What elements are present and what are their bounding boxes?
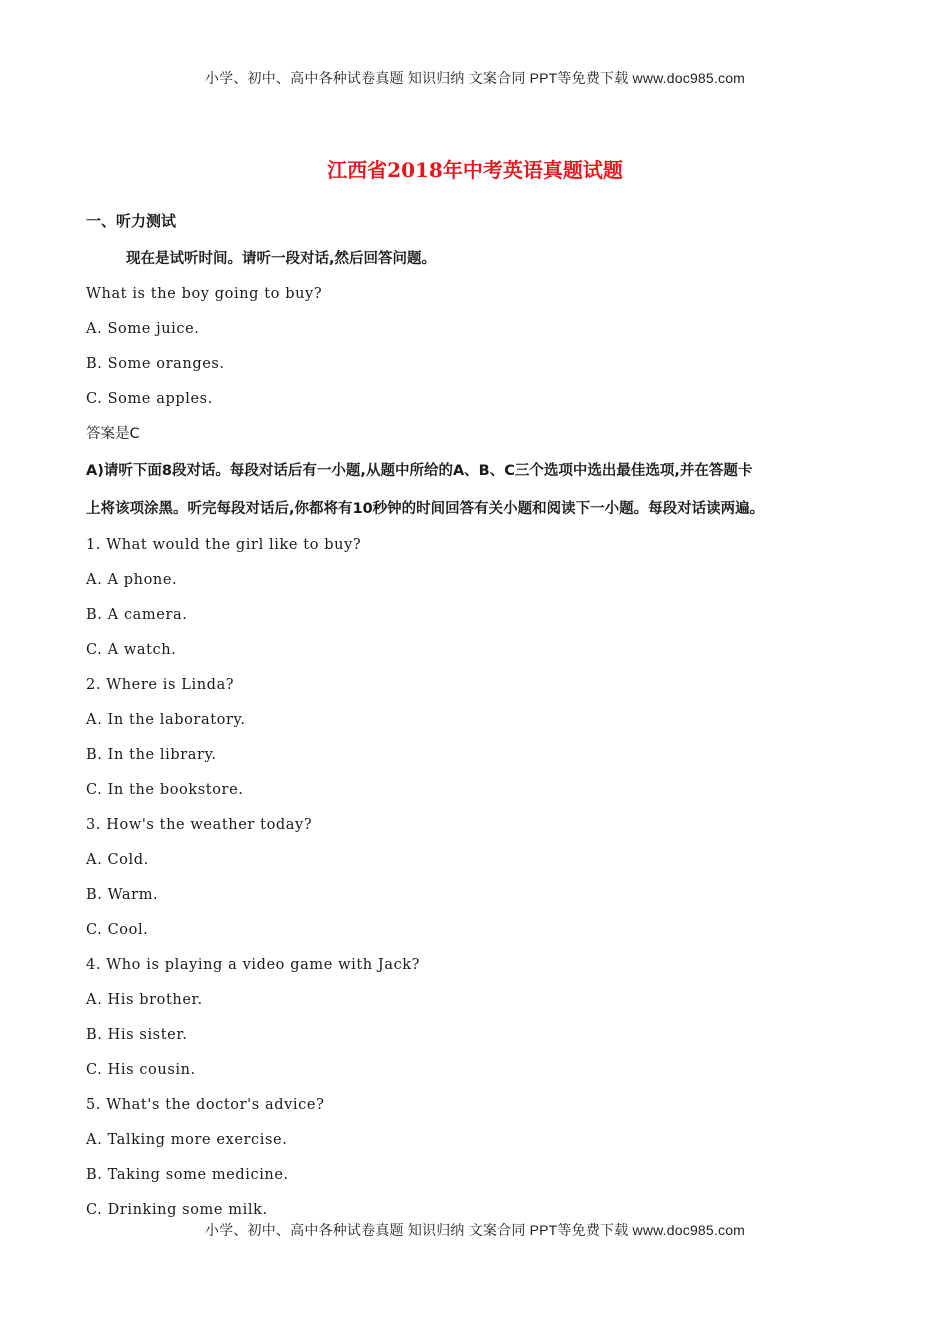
page-header: 小学、初中、高中各种试卷真题 知识归纳 文案合同 PPT等免费下载 www.doc985.com [204, 70, 746, 86]
practice-option-b: B. Some oranges. [86, 356, 225, 372]
document-body [86, 208, 886, 1228]
option-a: A. His brother. [86, 992, 203, 1008]
option-c: C. A watch. [86, 642, 177, 658]
option-a: A. A phone. [86, 572, 178, 588]
page-footer: 小学、初中、高中各种试卷真题 知识归纳 文案合同 PPT等免费下载 www.doc985.com [204, 1222, 746, 1238]
option-c: C. His cousin. [86, 1062, 196, 1078]
practice-answer: 答案是C [86, 426, 140, 442]
instruction-line-2: 上将该项涂黑。听完每段对话后,你都将有10秒钟的时间回答有关小题和阅读下一小题。每段对话读两遍。 [86, 501, 765, 517]
practice-intro: 现在是试听时间。请听一段对话,然后回答问题。 [126, 251, 437, 267]
practice-option-a: A. Some juice. [86, 321, 200, 337]
question-1 [86, 528, 886, 668]
question-text: 4. Who is playing a video game with Jack? [86, 957, 421, 973]
option-c: C. Drinking some milk. [86, 1202, 268, 1218]
question-4 [86, 948, 886, 1088]
option-b: B. In the library. [86, 747, 217, 763]
option-b: B. A camera. [86, 607, 188, 623]
question-3 [86, 808, 886, 948]
document-title: 江西省2018年中考英语真题试题 [327, 158, 623, 182]
section-heading: 一、听力测试 [86, 212, 177, 230]
practice-option-c: C. Some apples. [86, 391, 213, 407]
question-text: 2. Where is Linda? [86, 677, 235, 693]
question-text: 3. How's the weather today? [86, 817, 313, 833]
option-a: A. Cold. [86, 852, 149, 868]
option-a: A. In the laboratory. [86, 712, 246, 728]
option-b: B. His sister. [86, 1027, 188, 1043]
practice-question: What is the boy going to buy? [86, 286, 323, 302]
option-b: B. Taking some medicine. [86, 1167, 289, 1183]
question-5 [86, 1088, 886, 1228]
option-c: C. Cool. [86, 922, 149, 938]
instruction-line-1: A)请听下面8段对话。每段对话后有一小题,从题中所给的A、B、C三个选项中选出最佳选项,并在答题卡 [86, 463, 753, 479]
option-b: B. Warm. [86, 887, 159, 903]
option-c: C. In the bookstore. [86, 782, 244, 798]
question-text: 1. What would the girl like to buy? [86, 537, 362, 553]
option-a: A. Talking more exercise. [86, 1132, 288, 1148]
question-text: 5. What's the doctor's advice? [86, 1097, 325, 1113]
question-2 [86, 668, 886, 808]
